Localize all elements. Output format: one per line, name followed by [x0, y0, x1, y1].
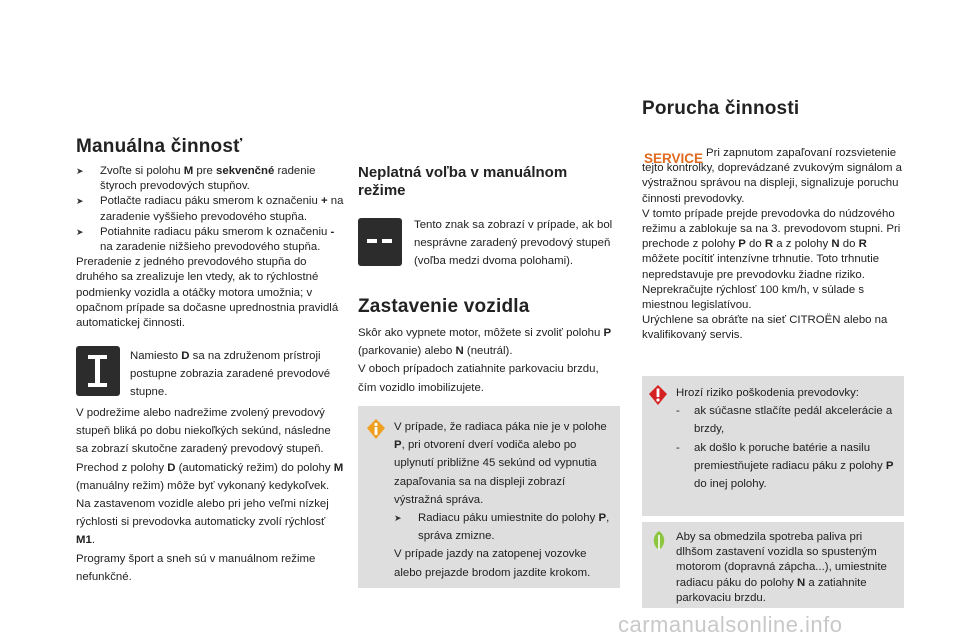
dash-item: - ak súčasne stlačíte pedál akcelerácie a brzdy, [676, 405, 893, 436]
info-box-text: V prípade, že radiaca páka nie je v polohe P, pri otvorení dverí vodiča alebo po uplynutí približne 45 sekúnd od vypnutia zapaľovania sa na displeji zobrazí výstražná správa. ➤ Radiacu páku umiestnite do polohy P, správa zmizne. V prípade jazdy na zatopenej vozovke alebo prejazde brodom jazdite krokom. [394, 418, 612, 582]
watermark: carmanualsonline.info [618, 612, 843, 637]
bullet-item: ➤ Radiacu páku umiestnite do polohy P, správa zmizne. [394, 512, 610, 543]
malfunction-title: Porucha činnosti [642, 98, 800, 119]
eco-leaf-icon [650, 530, 668, 557]
invalid-gear-icon [358, 218, 402, 266]
vehicle-stop-title: Zastavenie vozidla [358, 296, 530, 317]
dash-item: - ak došlo k poruche batérie a nasilu premiestňujete radiacu páku z polohy P do inej polohy. [676, 441, 894, 491]
manual-mode-notes: V podrežime alebo nadrežime zvolený prevodový stupeň bliká po dobu niekoľkých sekúnd, následne sa zobrazí skutočne zaradený prevodový stupeň. Prechod z polohy D (automatický režim) do polohy M (manuálny režim) môže byť vykonaný kedykoľvek. Na zastavenom vozidle alebo pri jeho veľmi nízkej rýchlosti si prevodovka automaticky zvolí rýchlosť M1. Programy šport a sneh sú v manuálnom režime nefunkčné. [76, 407, 344, 583]
invalid-selection-title: Neplatná voľba v manuálnom režime [358, 164, 568, 199]
gear-display-text: Namiesto D sa na združenom prístroji postupne zobrazia zaradené prevodové stupne. [130, 350, 331, 399]
gear-display-icon [76, 346, 120, 396]
bullet-item: ➤ Zvoľte si polohu M pre sekvenčné radenie štyroch prevodových stupňov. [76, 165, 316, 193]
svg-text:SERVICE: SERVICE [644, 151, 704, 166]
manual-mode-title: Manuálna činnosť [76, 136, 243, 157]
invalid-gear-text: Tento znak sa zobrazí v prípade, ak bol nesprávne zaradený prevodový stupeň (voľba medzi dvoma polohami). [414, 219, 613, 268]
malfunction-text: Pri zapnutom zapaľovaní rozsvietenie tejto kontrolky, doprevádzané zvukovým signálom a výstražnou správou na displeji, signalizuje poruchu činnosti prevodovky. V tomto prípade prejde prevodovka do núdzového režimu a zablokuje sa na 3. prevodovom stupni. Pri prechode z polohy P do R a z polohy N do R môžete pocítiť intenzívne trhnutie. Toto trhnutie nepredstavuje pre prevodovku žiadne riziko. Neprekračujte rýchlosť 100 km/h, v súlade s miestnou legislatívou. Urýchlene sa obráťte na sieť CITROËN alebo na kvalifikovaný servis. [642, 147, 903, 342]
manual-mode-section [76, 164, 344, 331]
vehicle-stop-text: Skôr ako vypnete motor, môžete si zvoliť polohu P (parkovanie) alebo N (neutrál). V oboch prípadoch zatiahnite parkovaciu brzdu, čím vozidlo imobilizujete. [358, 327, 612, 394]
bullet-item: ➤ Potiahnite radiacu páku smerom k označeniu - na zaradenie nižšieho prevodového stupňa. [76, 225, 335, 254]
eco-box-text: Aby sa obmedzila spotreba paliva pri dlhšom zastavení vozidla so spusteným motorom (dopravná zápcha...), umiestnite radiacu páku do polohy N a zatiahnite parkovaciu brzdu. [676, 531, 887, 604]
bullet-item: ➤ Potlačte radiacu páku smerom k označeniu + na zaradenie vyššieho prevodového stupňa. [76, 195, 344, 223]
paragraph: Preradenie z jedného prevodového stupňa do druhého sa zrealizuje len vtedy, ak to rýchlostné podmienky vozidla a otáčky motora umožnia; v opačnom prípade sa dočasne uprednostnia pravidlá automatickej činnosti. [76, 256, 339, 330]
warning-box-text: Hrozí riziko poškodenia prevodovky: - ak súčasne stlačíte pedál akcelerácie a brzdy, - ak došlo k poruche batérie a nasilu premiestňujete radiacu páku z polohy P do inej polohy. [676, 384, 898, 493]
info-icon [366, 418, 386, 445]
